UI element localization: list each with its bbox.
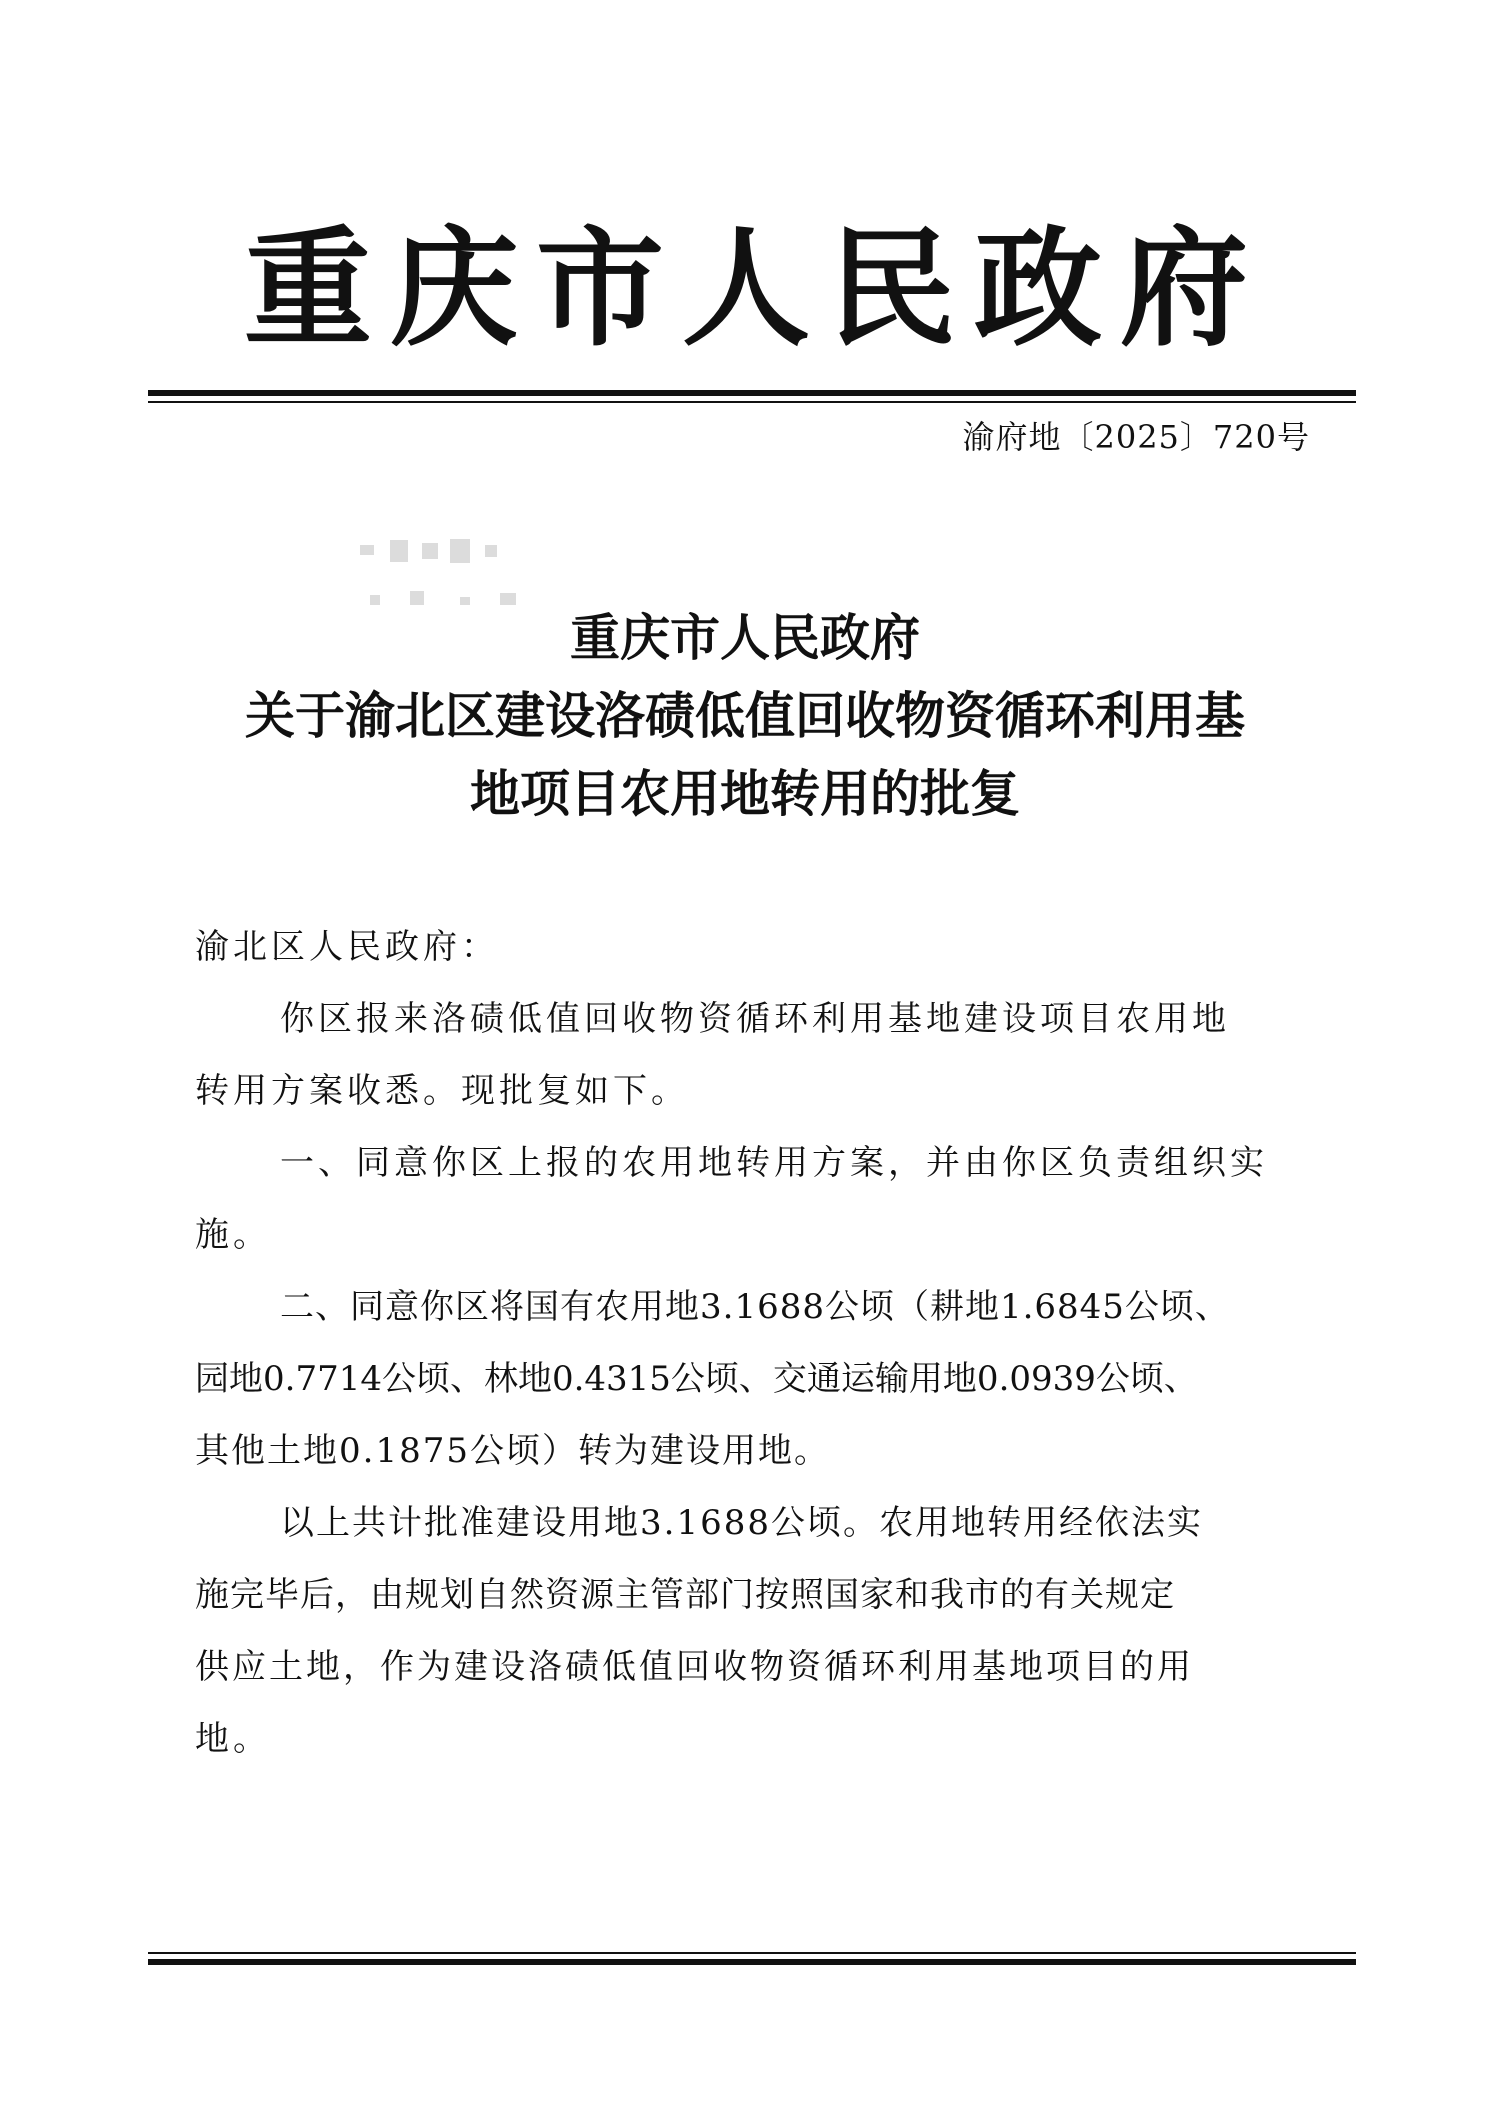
document-number: 渝府地〔2025〕720号: [962, 418, 1310, 456]
salutation: 渝北区人民政府：: [195, 927, 499, 967]
body-line: 施完毕后，由规划自然资源主管部门按照国家和我市的有关规定: [195, 1575, 1175, 1615]
body-line: 以上共计批准建设用地3.1688公顷。农用地转用经依法实: [280, 1503, 1203, 1543]
body-line: 地。: [195, 1719, 271, 1759]
body-line: 二、同意你区将国有农用地3.1688公顷（耕地1.6845公顷、: [280, 1287, 1230, 1327]
footer-rule-thick: [148, 1959, 1356, 1965]
issuer-masthead: 重庆市人民政府: [243, 215, 1266, 364]
header-rule-thin: [148, 401, 1356, 403]
title-line-1: 重庆市人民政府: [570, 609, 920, 667]
title-line-3: 地项目农用地转用的批复: [470, 765, 1020, 823]
title-line-2: 关于渝北区建设洛碛低值回收物资循环利用基: [245, 687, 1245, 745]
body-line: 园地0.7714公顷、林地0.4315公顷、交通运输用地0.0939公顷、: [195, 1359, 1198, 1399]
footer-rule-thin: [148, 1952, 1356, 1954]
body-line: 转用方案收悉。现批复如下。: [195, 1071, 689, 1111]
body-line: 施。: [195, 1215, 271, 1255]
body-line: 一、同意你区上报的农用地转用方案，并由你区负责组织实: [280, 1143, 1268, 1183]
header-rule-thick: [148, 390, 1356, 396]
body-line: 供应土地，作为建设洛碛低值回收物资循环利用基地项目的用: [195, 1647, 1194, 1687]
body-line: 其他土地0.1875公顷）转为建设用地。: [195, 1431, 830, 1471]
body-line: 你区报来洛碛低值回收物资循环利用基地建设项目农用地: [280, 999, 1230, 1039]
